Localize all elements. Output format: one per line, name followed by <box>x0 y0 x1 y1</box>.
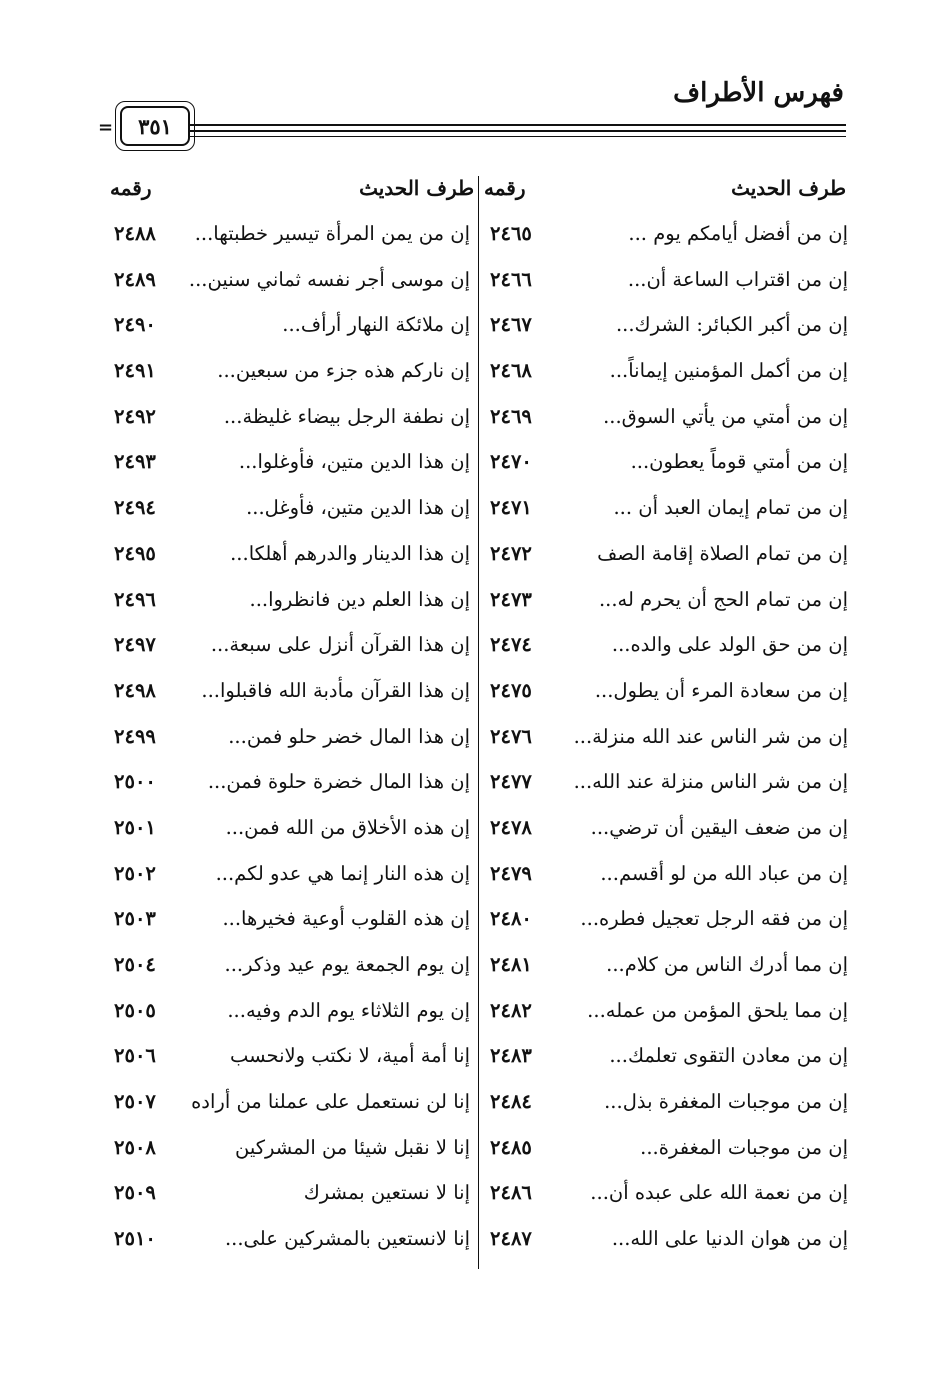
index-entry <box>104 951 470 997</box>
hadith-number: ٢٥٠٩ <box>114 1181 156 1205</box>
hadith-number: ٢٤٦٧ <box>490 313 532 337</box>
hadith-number: ٢٥٠١ <box>114 815 156 839</box>
index-entry <box>478 723 848 769</box>
hadith-opening: إن يوم الجمعة يوم عيد وذكر... <box>224 953 470 976</box>
index-entry <box>478 814 848 860</box>
hadith-opening: إن هذا القرآن مأدبة الله فاقبلوا... <box>201 678 470 702</box>
index-entry <box>478 677 848 723</box>
hadith-opening: إن من أكبر الكبائر: الشرك... <box>615 313 848 337</box>
left-index-column <box>104 220 470 1271</box>
header-rule <box>190 136 846 137</box>
hadith-number: ٢٤٨٣ <box>490 1044 532 1068</box>
hadith-number: ٢٤٨٧ <box>490 1227 532 1251</box>
hadith-opening: إن من تمام الحج أن يحرم له... <box>598 587 848 611</box>
hadith-number: ٢٤٨٨ <box>114 222 156 245</box>
index-entry <box>478 905 848 951</box>
right-index-column <box>478 220 848 1271</box>
hadith-number: ٢٥٠٥ <box>114 998 156 1022</box>
hadith-opening: إن هذا المال خضر حلو فمن... <box>228 724 470 748</box>
hadith-opening: إن ناركم هذه جزء من سبعين... <box>217 359 470 383</box>
hadith-number: ٢٤٩٨ <box>114 678 156 702</box>
hadith-opening: إن من أفضل أيامكم يوم ... <box>628 222 848 245</box>
hadith-opening: إن من هوان الدنيا على الله... <box>611 1227 848 1251</box>
hadith-opening: إن هذا العلم دين فانظروا... <box>249 587 470 611</box>
index-entry <box>104 357 470 403</box>
index-entry <box>104 1088 470 1134</box>
hadith-opening: إن هذا الدينار والدرهم أهلكا... <box>230 541 470 565</box>
left-number-heading: رقمه <box>110 176 152 200</box>
left-text-heading: طرف الحديث <box>359 176 474 200</box>
hadith-opening: إن نطفة الرجل بيضاء غليظة... <box>223 404 470 428</box>
hadith-number: ٢٤٦٨ <box>490 359 532 383</box>
index-entry <box>478 357 848 403</box>
hadith-number: ٢٤٩٢ <box>114 404 156 428</box>
hadith-number: ٢٤٩١ <box>114 359 156 383</box>
hadith-opening: إن هذا المال خضرة حلوة فمن... <box>207 770 470 794</box>
hadith-opening: إنا لانستعين بالمشركين على... <box>224 1227 470 1251</box>
hadith-number: ٢٤٩٧ <box>114 633 156 657</box>
hadith-number: ٢٤٧٢ <box>490 541 532 565</box>
hadith-opening: إن من أكمل المؤمنين إيماناً... <box>609 359 848 383</box>
hadith-opening: إنا لن نستعمل على عملنا من أراده <box>191 1090 470 1114</box>
hadith-opening: إن هذه الأخلاق من الله فمن... <box>225 815 470 839</box>
index-entry <box>104 448 470 494</box>
hadith-number: ٢٤٧٩ <box>490 861 532 885</box>
hadith-opening: إنا لا نستعين بمشرك <box>303 1181 470 1205</box>
index-entry <box>478 631 848 677</box>
index-entry <box>104 860 470 906</box>
index-entry <box>478 997 848 1043</box>
index-entry <box>104 723 470 769</box>
hadith-number: ٢٤٩٩ <box>114 724 156 748</box>
index-entry <box>478 494 848 540</box>
hadith-number: ٢٥٠٠ <box>114 770 156 794</box>
hadith-number: ٢٤٧٤ <box>490 633 532 657</box>
index-entry <box>478 1179 848 1225</box>
right-number-heading: رقمه <box>484 176 526 200</box>
hadith-opening: إن من شر الناس عند الله منزلة... <box>573 724 848 748</box>
hadith-opening: إن من نعمة الله على عبده أن... <box>590 1181 848 1205</box>
hadith-number: ٢٤٩٦ <box>114 587 156 611</box>
hadith-opening: إنا لا نقبل شيئا من المشركين <box>235 1135 470 1159</box>
hadith-opening: إن من شر الناس منزلة عند الله... <box>573 770 848 794</box>
hadith-number: ٢٤٩٥ <box>114 541 156 565</box>
index-entry <box>478 403 848 449</box>
hadith-opening: إن من عباد الله من لو أقسم... <box>600 861 848 885</box>
hadith-number: ٢٤٧٧ <box>490 770 532 794</box>
page-number: ٣٥١ <box>120 106 190 146</box>
hadith-opening: إن من سعادة المرء أن يطول... <box>594 678 848 702</box>
index-entry <box>104 631 470 677</box>
hadith-number: ٢٤٩٤ <box>114 496 156 520</box>
index-entry <box>104 1134 470 1180</box>
hadith-opening: إن مما يلحق المؤمن من عمله... <box>587 998 848 1022</box>
hadith-opening: إن هذه النار إنما هي عدو لكم... <box>215 861 470 885</box>
index-entry <box>104 403 470 449</box>
hadith-opening: إن من حق الولد على والده... <box>611 633 848 657</box>
index-entry <box>104 586 470 632</box>
index-entry <box>104 997 470 1043</box>
hadith-number: ٢٤٨١ <box>490 953 532 976</box>
index-entry <box>478 1088 848 1134</box>
index-entry <box>478 586 848 632</box>
hadith-number: ٢٤٧٣ <box>490 587 532 611</box>
page-title: فهرس الأطراف <box>673 78 844 108</box>
hadith-opening: إن هذا الدين متين، فأوغل... <box>246 496 470 520</box>
hadith-opening: إن من موجبات المغفرة بذل... <box>604 1090 848 1114</box>
hadith-opening: إن من فقه الرجل تعجيل فطره... <box>580 907 848 931</box>
index-entry <box>104 1179 470 1225</box>
hadith-number: ٢٥٠٢ <box>114 861 156 885</box>
hadith-number: ٢٤٧١ <box>490 496 532 520</box>
hadith-opening: إن موسى أجر نفسه ثماني سنين... <box>188 267 470 291</box>
index-entry <box>104 311 470 357</box>
index-entry <box>104 677 470 723</box>
hadith-opening: إن يوم الثلاثاء يوم الدم وفيه... <box>227 998 470 1022</box>
hadith-opening: إن هذا الدين متين، فأوغلوا... <box>238 450 470 474</box>
hadith-opening: إن من ضعف اليقين أن ترضي... <box>590 815 848 839</box>
index-entry <box>478 448 848 494</box>
hadith-number: ٢٤٨٠ <box>490 907 532 931</box>
hadith-number: ٢٤٧٥ <box>490 678 532 702</box>
hadith-opening: إن مما أدرك الناس من كلام... <box>606 953 848 976</box>
hadith-number: ٢٤٦٦ <box>490 267 532 291</box>
hadith-opening: إن من تمام إيمان العبد أن ... <box>613 496 848 520</box>
index-entry <box>104 494 470 540</box>
hadith-opening: إن من موجبات المغفرة... <box>640 1135 848 1159</box>
hadith-number: ٢٤٨٦ <box>490 1181 532 1205</box>
hadith-number: ٢٤٩٣ <box>114 450 156 474</box>
hadith-number: ٢٤٩٠ <box>114 313 156 337</box>
hadith-number: ٢٥٠٣ <box>114 907 156 931</box>
hadith-opening: إن من يمن المرأة تيسير خطبتها... <box>194 222 470 245</box>
index-entry <box>478 266 848 312</box>
hadith-number: ٢٥٠٧ <box>114 1090 156 1114</box>
hadith-number: ٢٤٧٨ <box>490 815 532 839</box>
index-entry <box>478 1225 848 1271</box>
hadith-opening: إن من اقتراب الساعة أن... <box>627 267 848 291</box>
hadith-opening: إن من أمتي قوماً يعطون... <box>630 450 848 474</box>
index-entry <box>478 220 848 266</box>
index-entry <box>104 1042 470 1088</box>
header-rule <box>190 124 846 126</box>
hadith-opening: إن هذا القرآن أنزل على سبعة... <box>210 633 470 657</box>
index-entry <box>478 951 848 997</box>
index-entry <box>104 266 470 312</box>
index-entry <box>104 540 470 586</box>
hadith-opening: إن من أمتي من يأتي السوق... <box>603 404 848 428</box>
hadith-opening: إن من معادن التقوى تعلمك... <box>609 1044 848 1068</box>
right-text-heading: طرف الحديث <box>731 176 846 200</box>
index-entry <box>478 860 848 906</box>
hadith-number: ٢٤٨٢ <box>490 998 532 1022</box>
hadith-number: ٢٥٠٦ <box>114 1044 156 1068</box>
hadith-number: ٢٥١٠ <box>114 1227 156 1251</box>
hadith-opening: إن من تمام الصلاة إقامة الصف <box>597 541 848 565</box>
header-rule <box>190 130 846 132</box>
hadith-number: ٢٤٦٥ <box>490 222 532 245</box>
hadith-number: ٢٤٧٠ <box>490 450 532 474</box>
hadith-opening: إن ملائكة النهار أرأف... <box>282 313 470 337</box>
index-entry <box>478 1134 848 1180</box>
hadith-number: ٢٤٨٩ <box>114 267 156 291</box>
index-entry <box>104 768 470 814</box>
hadith-number: ٢٥٠٤ <box>114 953 156 976</box>
index-entry <box>104 220 470 266</box>
index-entry <box>104 814 470 860</box>
hadith-number: ٢٤٦٩ <box>490 404 532 428</box>
index-entry <box>478 540 848 586</box>
hadith-number: ٢٤٨٤ <box>490 1090 532 1114</box>
hadith-number: ٢٤٧٦ <box>490 724 532 748</box>
side-mark: = <box>98 117 114 138</box>
index-entry <box>104 1225 470 1271</box>
hadith-number: ٢٥٠٨ <box>114 1135 156 1159</box>
index-entry <box>478 311 848 357</box>
index-entry <box>478 1042 848 1088</box>
hadith-opening: إنا أمة أمية، لا نكتب ولانحسب <box>229 1044 470 1068</box>
hadith-opening: إن هذه القلوب أوعية فخيرها... <box>222 907 470 931</box>
hadith-number: ٢٤٨٥ <box>490 1135 532 1159</box>
index-entry <box>104 905 470 951</box>
index-entry <box>478 768 848 814</box>
